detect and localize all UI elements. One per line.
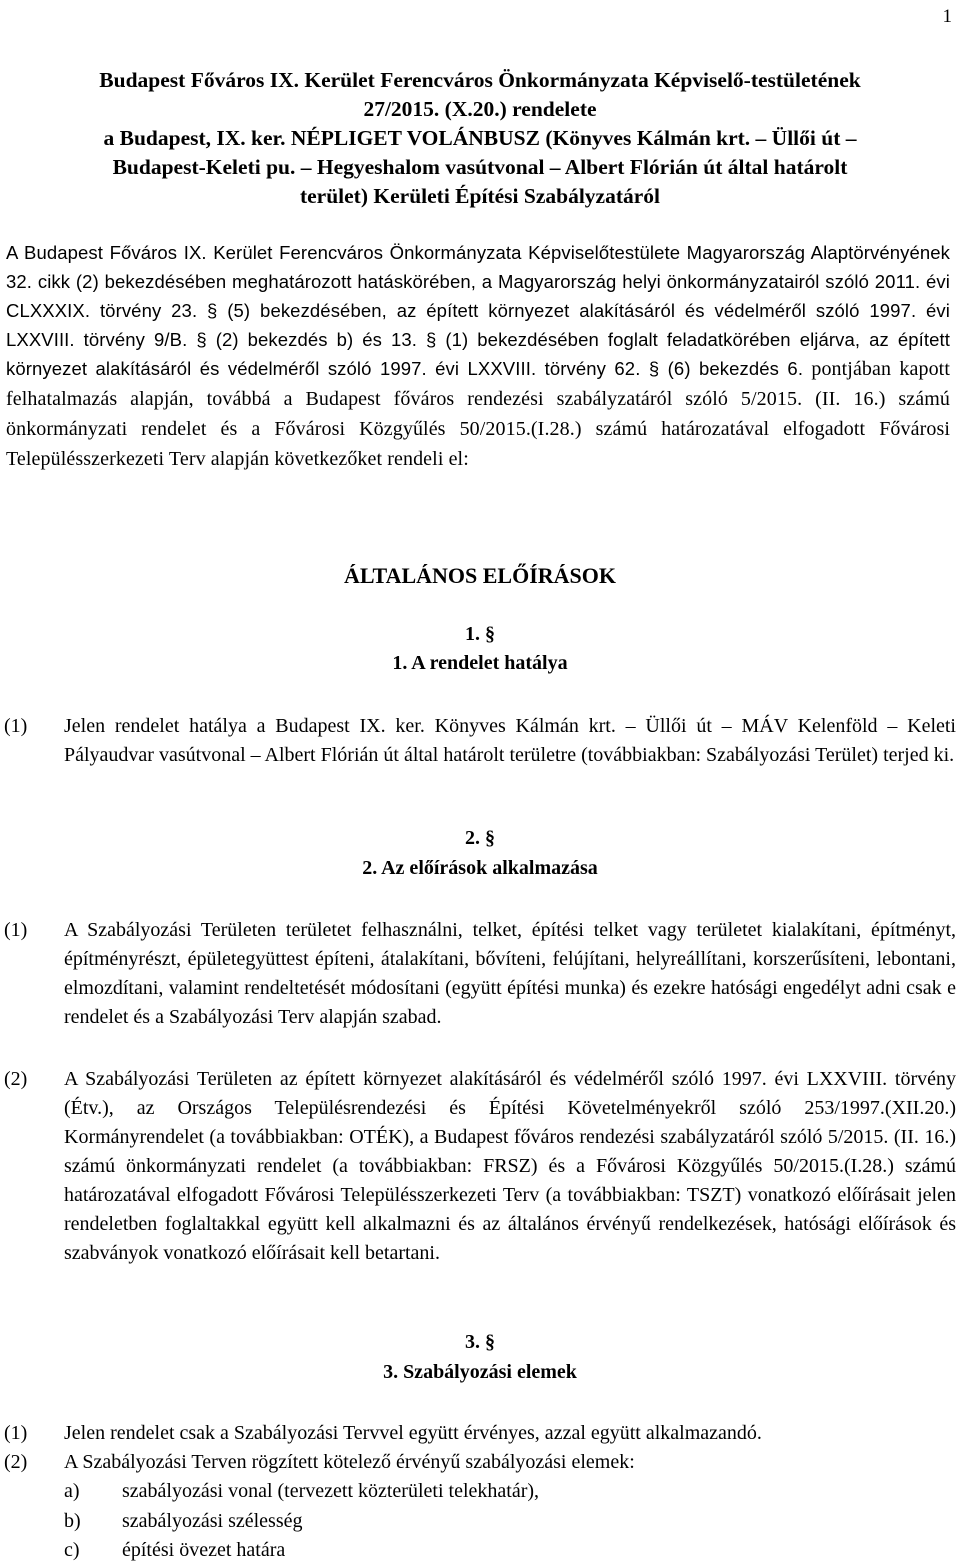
paragraph-text: A Szabályozási Területen az épített környezet alakításáról és védelméről szóló 1997. évi LXXVIII. törvény (Étv.), az Országos Településrendezési és Építési Követelményekről szóló 253/1997.(XII.20.) Kormányrendelet (a továbbiakban: OTÉK), a Budapest főváros rendezési szabályzatáról szóló 5/2015. (II. 16.) számú önkormányzati rendelet (a továbbiakban: FRSZ) és a Fővárosi Közgyűlés 50/2015.(I.28.) számú határozatával elfogadott Fővárosi Településszerkezeti Terv (a továbbiakban: TSZT) vonatkozó előírásait jelen rendeletben foglaltakkal együtt kell alkalmazni és az általános érvényű rendelkezések, hatósági előírások és szabványok vonatkozó előírásait kell betartani.: [64, 1068, 956, 1264]
section-title: 2. Az előírások alkalmazása: [362, 857, 598, 879]
document-title: [0, 66, 960, 211]
title-line: Budapest-Keleti pu. – Hegyeshalom vasútvonal – Albert Flórián út által határolt: [112, 155, 848, 179]
preamble: [6, 238, 950, 474]
paragraph-text: Jelen rendelet csak a Szabályozási Tervvel együtt érvényes, azzal együtt alkalmazandó.: [64, 1422, 762, 1444]
section-heading-general: ÁLTALÁNOS ELŐÍRÁSOK: [343, 563, 617, 588]
section-title: 3. Szabályozási elemek: [383, 1361, 577, 1383]
section-title: 1. A rendelet hatálya: [392, 652, 568, 674]
title-line: a Budapest, IX. ker. NÉPLIGET VOLÁNBUSZ (Könyves Kálmán krt. – Üllői út –: [103, 126, 857, 150]
list-item-text: építési övezet határa: [122, 1539, 286, 1561]
preamble-sans-text: A Budapest Főváros IX. Kerület Ferencváros Önkormányzata Képviselőtestülete Magyarország Alaptörvényének 32. cikk (2) bekezdésében meghatározott hatáskörében, a Magyarország helyi önkormányzatairól szóló 2011. évi CLXXXIX. törvény 23. § (5) bekezdésében, az épített környezet alakításáról és védelméről szóló 1997. évi LXXVIII. törvény 9/B. § (2) bekezdés b) és 13. § (1) bekezdésében foglalt feladatkörében eljárva, az épített környezet alakításáról és védelméről szóló 1997. évi LXXVIII. törvény 62. § (6) bekezdés 6.: [6, 242, 950, 379]
paragraph-number: (2): [4, 1451, 28, 1473]
list-item-letter: a): [64, 1480, 80, 1502]
paragraph-text: A Szabályozási Területen területet felhasználni, telket, építési telket vagy területet kialakítani, építményt, építményrészt, épületegyüttest építeni, átalakítani, bővíteni, felújítani, helyreállítani, korszerűsíteni, lebontani, elmozdítani, valamint rendeltetését módosítani (együtt építési munka) és ezekre hatósági engedélyt adni csak e rendelet és a Szabályozási Terv alapján szabad.: [64, 919, 956, 1028]
list-item-letter: c): [64, 1539, 80, 1561]
paragraph-number: (1): [4, 1422, 28, 1444]
section-number: 2. §: [465, 827, 495, 849]
paragraph-text: Jelen rendelet hatálya a Budapest IX. ker. Könyves Kálmán krt. – Üllői út – MÁV Kelenföld – Keleti Pályaudvar vasútvonal – Albert Flórián út által határolt területre (továbbiakban: Szabályozási Terület) terjed ki.: [64, 715, 956, 766]
paragraph-number: (1): [4, 715, 28, 737]
preamble-serif-text: pontjában kapott felhatalmazás alapján, továbbá a Budapest főváros rendezési szabályzatáról szóló 5/2015. (II. 16.) számú önkormányzati rendelet és a Fővárosi Közgyűlés 50/2015.(I.28.) számú határozatával elfogadott Fővárosi Településszerkezeti Terv alapján következőket rendeli el:: [6, 358, 950, 470]
paragraph-number: (1): [4, 919, 28, 941]
list-item-letter: b): [64, 1510, 81, 1532]
section-number: 3. §: [465, 1331, 495, 1353]
paragraph-text: A Szabályozási Terven rögzített kötelező érvényű szabályozási elemek:: [64, 1451, 635, 1473]
title-line: terület) Kerületi Építési Szabályzatáról: [299, 184, 661, 208]
paragraph-number: (2): [4, 1068, 28, 1090]
list-item-text: szabályozási szélesség: [122, 1510, 303, 1532]
page-number: 1: [942, 6, 952, 27]
section-number: 1. §: [465, 623, 495, 645]
title-line: Budapest Főváros IX. Kerület Ferencváros Önkormányzata Képviselő-testületének: [99, 68, 861, 92]
title-line: 27/2015. (X.20.) rendelete: [363, 97, 597, 121]
list-item-text: szabályozási vonal (tervezett közterületi telekhatár),: [122, 1480, 540, 1502]
